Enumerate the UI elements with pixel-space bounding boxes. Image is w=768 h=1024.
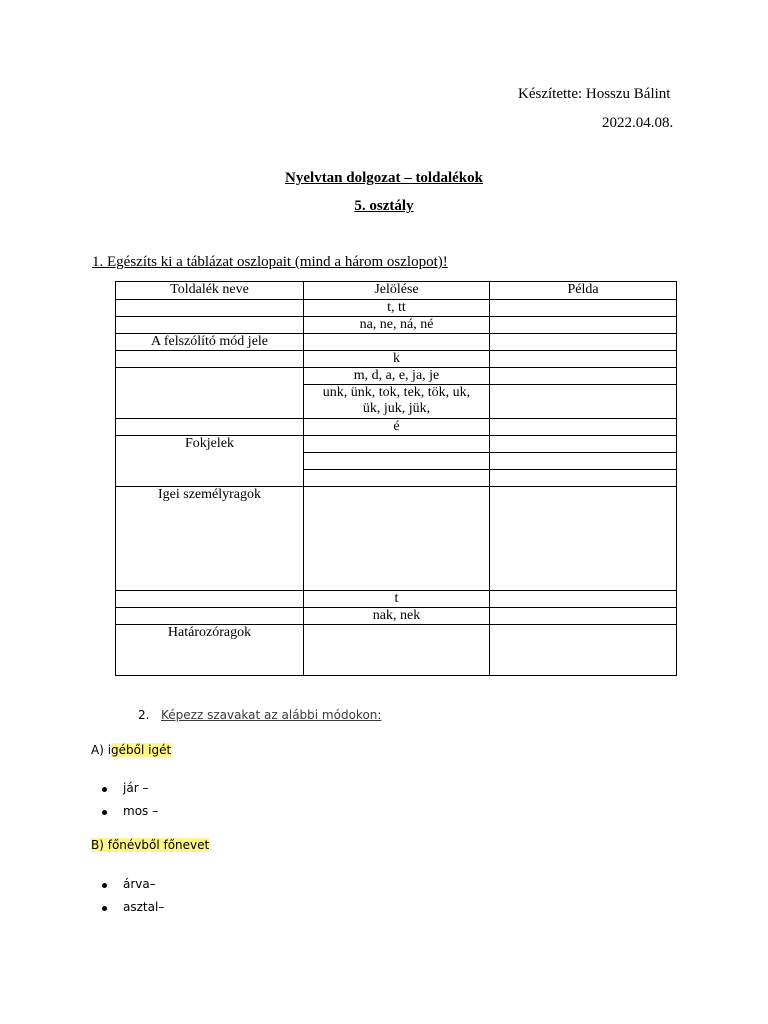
section-a-highlight: géből igét	[111, 743, 172, 757]
table-cell-empty[interactable]	[116, 317, 304, 334]
section-a-heading	[91, 743, 171, 757]
table-cell-empty[interactable]	[116, 300, 304, 317]
header-cell-example: Példa	[490, 282, 677, 300]
table-row	[116, 317, 677, 334]
table-cell-empty[interactable]	[490, 334, 677, 351]
table-cell-empty[interactable]	[490, 436, 677, 453]
table-row	[116, 436, 677, 453]
table-cell-hatarozo: Határozóragok	[116, 625, 304, 676]
table-cell: t, tt	[304, 300, 490, 317]
list-item: jár –	[123, 781, 149, 795]
header-cell-mark: Jelölése	[304, 282, 490, 300]
table-cell-empty[interactable]	[304, 487, 490, 591]
date: 2022.04.08.	[602, 115, 674, 131]
table-cell-empty[interactable]	[490, 625, 677, 676]
table-cell-empty[interactable]	[116, 608, 304, 625]
task2-number: 2.	[138, 708, 150, 722]
list-item: mos –	[123, 804, 159, 818]
table-row	[116, 608, 677, 625]
table-cell-empty[interactable]	[490, 351, 677, 368]
table-cell	[304, 385, 490, 419]
table-row	[116, 419, 677, 436]
section-a-prefix: A) i	[91, 743, 112, 757]
table-cell: é	[304, 419, 490, 436]
table-cell-empty[interactable]	[490, 470, 677, 487]
table-cell: m, d, a, e, ja, je	[304, 368, 490, 385]
table-cell-empty[interactable]	[490, 300, 677, 317]
table-row	[116, 487, 677, 591]
table-cell-empty[interactable]	[304, 453, 490, 470]
header-cell-name: Toldalék neve	[116, 282, 304, 300]
table-cell-empty[interactable]	[304, 334, 490, 351]
table-cell: na, ne, ná, né	[304, 317, 490, 334]
table-cell-igei: Igei személyragok	[116, 487, 304, 591]
table-cell-empty[interactable]	[490, 368, 677, 385]
table-header-row	[116, 282, 677, 300]
table-row	[116, 351, 677, 368]
list-item: asztal–	[123, 900, 165, 914]
table-row	[116, 368, 677, 385]
suffix-table	[115, 281, 677, 676]
table-row	[116, 591, 677, 608]
table-cell-empty[interactable]	[490, 385, 677, 419]
task2-prompt: Képezz szavakat az alábbi módokon:	[161, 708, 382, 722]
table-cell-empty[interactable]	[116, 351, 304, 368]
list-item: árva–	[123, 877, 156, 891]
table-cell-empty[interactable]	[116, 368, 304, 419]
bullet-icon	[102, 810, 107, 815]
page-title: Nyelvtan dolgozat – toldalékok	[285, 170, 483, 186]
author-line: Készítette: Hosszu Bálint	[518, 86, 671, 102]
page-subtitle: 5. osztály	[354, 198, 414, 214]
table-cell-empty[interactable]	[490, 608, 677, 625]
table-cell-empty[interactable]	[490, 453, 677, 470]
table-cell-empty[interactable]	[304, 436, 490, 453]
table-cell-empty[interactable]	[490, 487, 677, 591]
table-cell-line: unk, ünk, tok, tek, tök, uk,	[322, 385, 471, 400]
section-b-heading	[91, 838, 209, 852]
table-cell-fokjelek: Fokjelek	[116, 436, 304, 487]
table-cell-empty[interactable]	[116, 591, 304, 608]
table-cell-empty[interactable]	[116, 419, 304, 436]
table-cell-empty[interactable]	[304, 470, 490, 487]
bullet-icon	[102, 883, 107, 888]
table-row	[116, 334, 677, 351]
table-cell-line: ük, juk, jük,	[362, 401, 431, 416]
table-cell: nak, nek	[304, 608, 490, 625]
table-cell: A felszólító mód jele	[116, 334, 304, 351]
table-row	[116, 300, 677, 317]
task1-prompt: 1. Egészíts ki a táblázat oszlopait (mind a három oszlopot)!	[92, 254, 448, 270]
table-cell-empty[interactable]	[490, 419, 677, 436]
table-row	[116, 625, 677, 676]
table-cell: t	[304, 591, 490, 608]
table-cell-empty[interactable]	[490, 591, 677, 608]
table-cell-empty[interactable]	[490, 317, 677, 334]
table-cell-empty[interactable]	[304, 625, 490, 676]
section-b-highlight: B) főnévből főnevet	[91, 838, 210, 852]
bullet-icon	[102, 906, 107, 911]
table-cell: k	[304, 351, 490, 368]
bullet-icon	[102, 787, 107, 792]
